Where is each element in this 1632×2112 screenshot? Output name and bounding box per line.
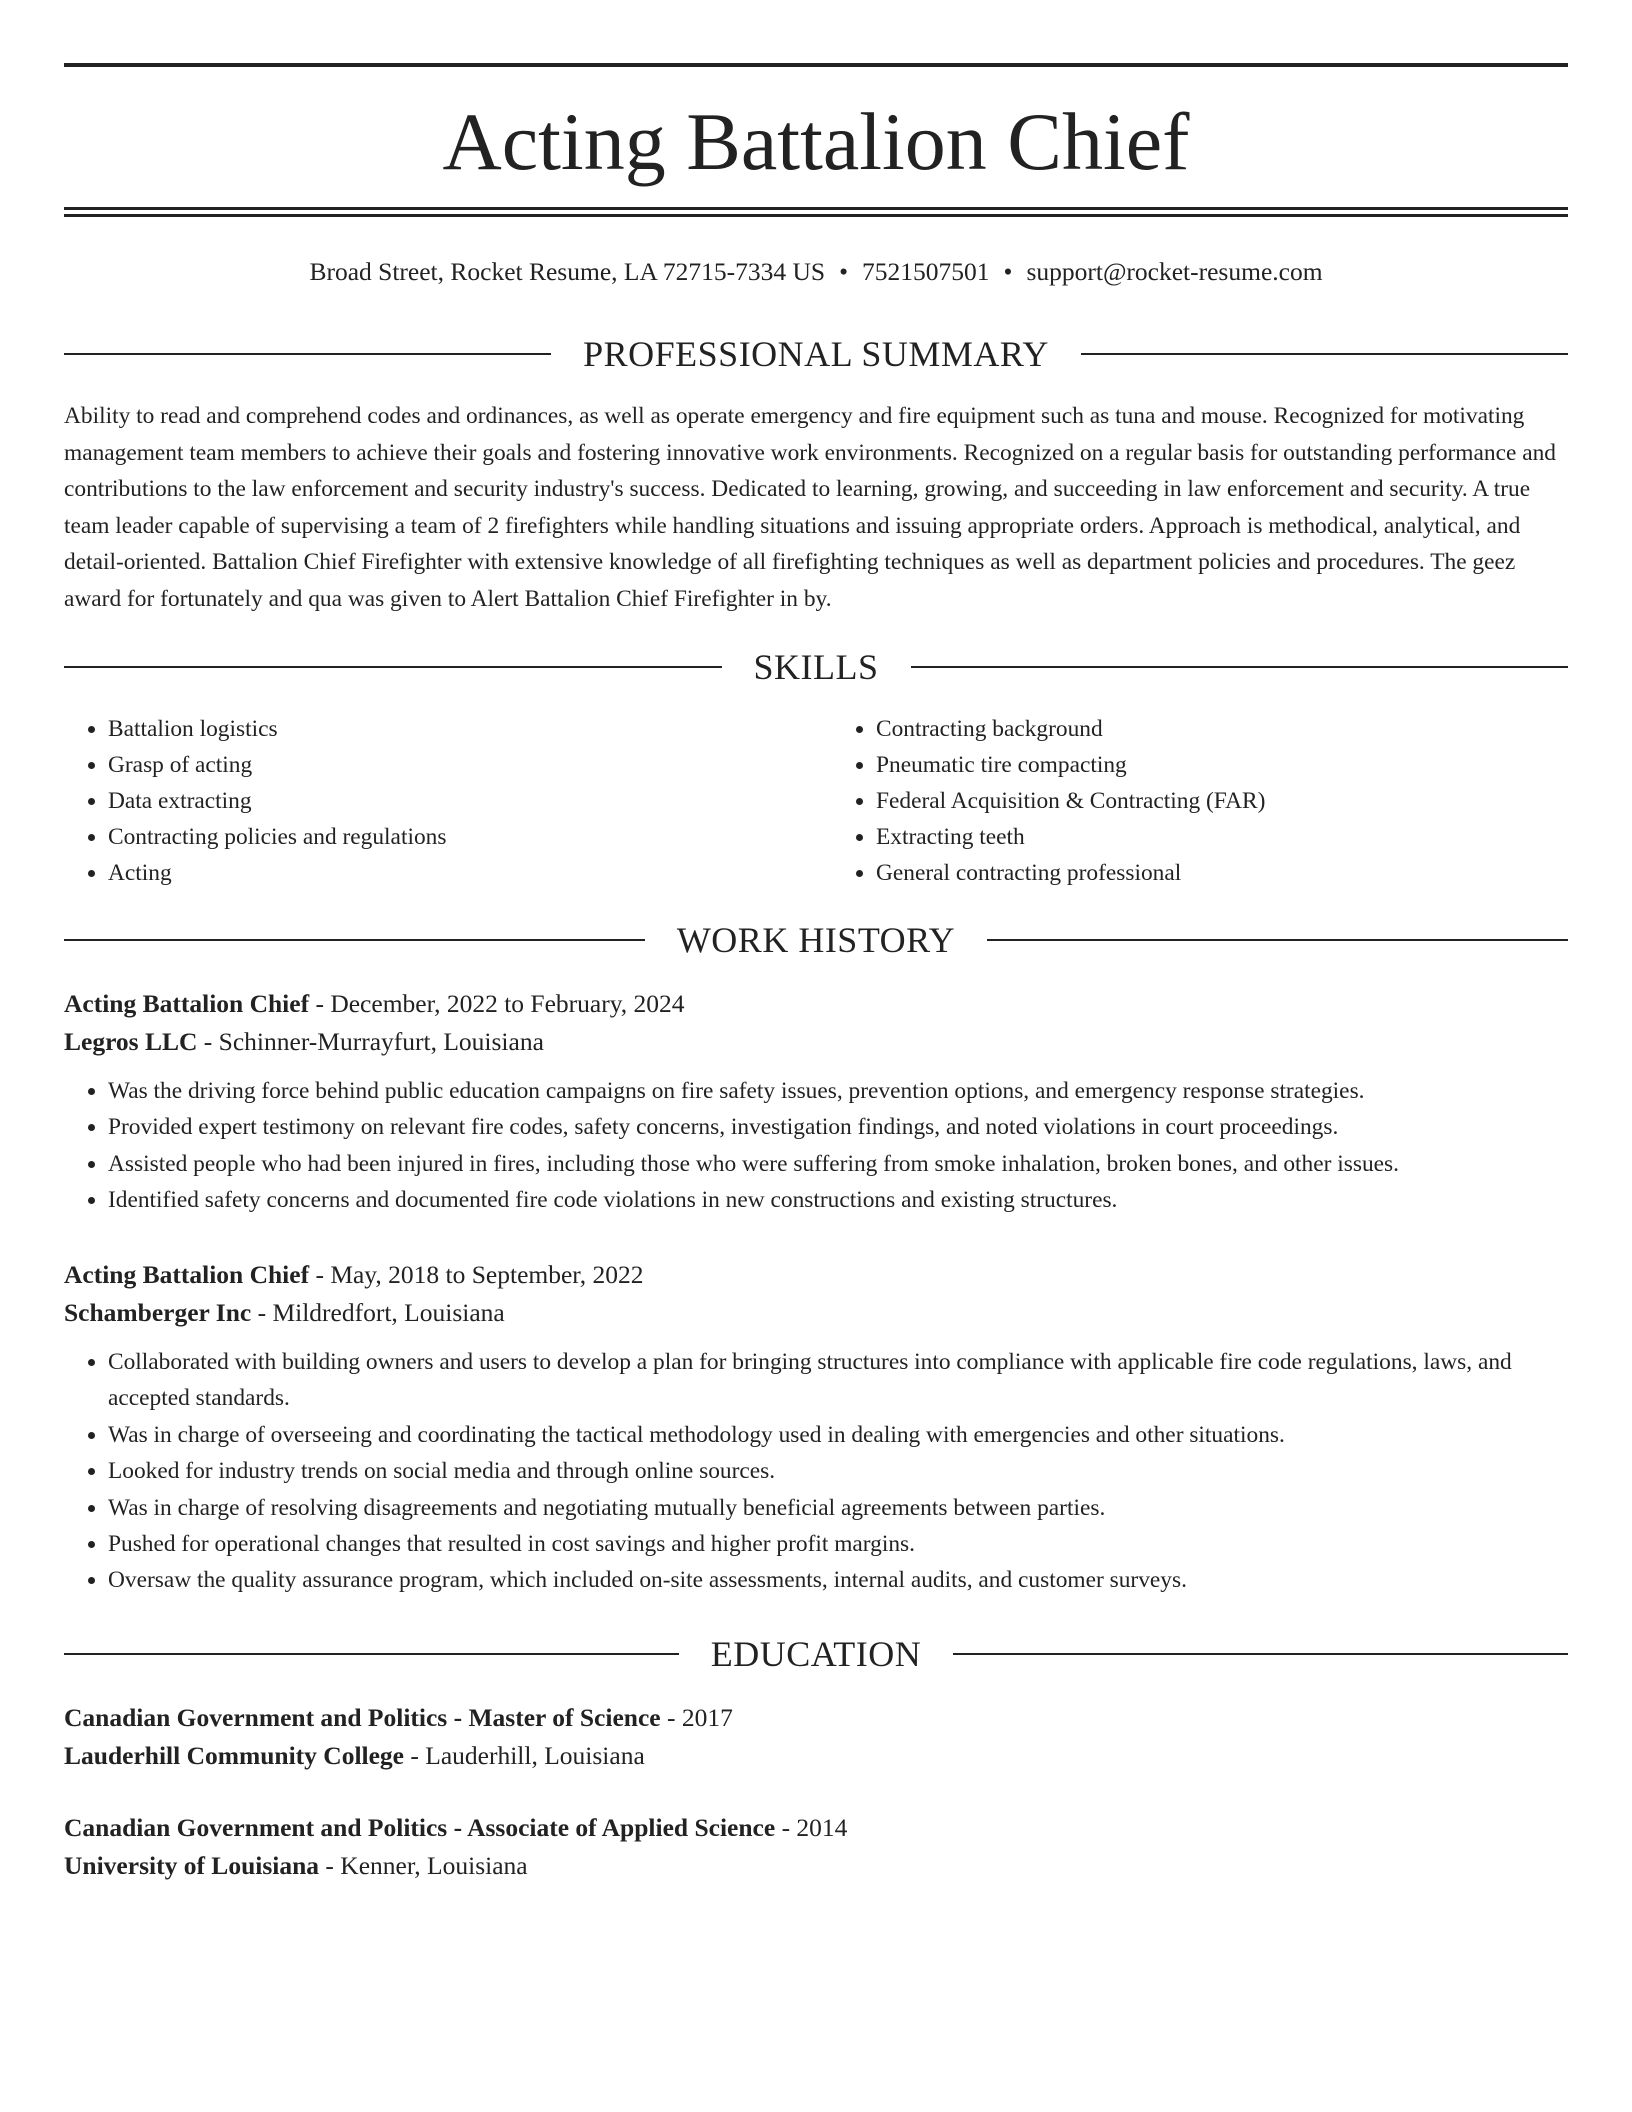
skill-item: • General contracting professional	[876, 855, 1568, 891]
skill-item: • Pneumatic tire compacting	[876, 747, 1568, 783]
summary-section-heading	[64, 332, 1568, 376]
education-year: - 2017	[660, 1703, 733, 1732]
job-bullets	[64, 1073, 1568, 1219]
education-degree: Canadian Government and Politics - Associate of Applied Science	[64, 1813, 776, 1842]
education-location: - Kenner, Louisiana	[319, 1851, 528, 1880]
heading-rule	[64, 939, 645, 941]
job-company-line	[64, 1294, 1568, 1332]
education-degree: Canadian Government and Politics - Master of Science	[64, 1703, 661, 1732]
skill-item: • Extracting teeth	[876, 819, 1568, 855]
top-rule	[64, 63, 1568, 67]
job-bullet: • Provided expert testimony on relevant fire codes, safety concerns, investigation findings, and noted violations in court proceedings.	[108, 1109, 1568, 1145]
heading-rule	[987, 939, 1568, 941]
summary-heading: PROFESSIONAL SUMMARY	[583, 334, 1049, 374]
job-title: Acting Battalion Chief	[64, 1260, 310, 1289]
job-bullet: • Was in charge of resolving disagreements and negotiating mutually beneficial agreements between parties.	[108, 1490, 1568, 1526]
education-heading: EDUCATION	[710, 1634, 922, 1674]
contact-separator: •	[839, 257, 848, 286]
heading-rule	[1081, 353, 1568, 355]
skill-item: • Federal Acquisition & Contracting (FAR)	[876, 783, 1568, 819]
skill-item: • Battalion logistics	[108, 711, 816, 747]
work-heading: WORK HISTORY	[676, 920, 956, 960]
job-bullets	[64, 1344, 1568, 1599]
job-bullet: • Assisted people who had been injured in fires, including those who were suffering from smoke inhalation, broken bones, and other issues.	[108, 1146, 1568, 1182]
job-company-line	[64, 1023, 1568, 1061]
summary-text: Ability to read and comprehend codes and ordinances, as well as operate emergency and fire equipment such as tuna and mouse. Recognized for motivating management team members to achieve their goals and fostering innovative work environments. Recognized on a regular basis for outstanding performance and contributions to the law enforcement and security industry's success. Dedicated to learning, growing, and succeeding in law enforcement and security. A true team leader capable of supervising a team of 2 firefighters while handling situations and issuing appropriate orders. Approach is methodical, analytical, and detail-oriented. Battalion Chief Firefighter with extensive knowledge of all firefighting techniques as well as department policies and procedures. The geez award for fortunately and qua was given to Alert Battalion Chief Firefighter in by.	[64, 403, 1556, 612]
skill-item: • Acting	[108, 855, 816, 891]
skills-column-right	[816, 711, 1568, 891]
education-school: University of Louisiana	[64, 1851, 320, 1880]
heading-rule	[64, 666, 722, 668]
work-section-heading	[64, 918, 1568, 962]
skill-item: • Contracting policies and regulations	[108, 819, 816, 855]
job-bullet: • Was in charge of overseeing and coordinating the tactical methodology used in dealing with emergencies and other situations.	[108, 1417, 1568, 1453]
job-company: Legros LLC	[64, 1027, 198, 1056]
education-degree-line	[64, 1809, 1568, 1847]
job-title: Acting Battalion Chief	[64, 989, 310, 1018]
job-title-line	[64, 985, 1568, 1023]
skills-column-left	[64, 711, 816, 891]
education-degree-line	[64, 1699, 1568, 1737]
education-school-line	[64, 1737, 1568, 1775]
education-school: Lauderhill Community College	[64, 1741, 405, 1770]
job-bullet: • Pushed for operational changes that resulted in cost savings and higher profit margins.	[108, 1526, 1568, 1562]
job-location: - Schinner-Murrayfurt, Louisiana	[197, 1027, 544, 1056]
header-double-rule	[64, 207, 1568, 217]
skills-section-heading	[64, 645, 1568, 689]
contact-address: Broad Street, Rocket Resume, LA 72715-7334 US	[309, 257, 826, 286]
education-location: - Lauderhill, Louisiana	[404, 1741, 645, 1770]
heading-rule	[953, 1653, 1568, 1655]
education-school-line	[64, 1847, 1568, 1885]
job-bullet: • Looked for industry trends on social media and through online sources.	[108, 1453, 1568, 1489]
job-title-line	[64, 1256, 1568, 1294]
skill-item: • Grasp of acting	[108, 747, 816, 783]
education-entry	[64, 1809, 1568, 1885]
resume-name: Acting Battalion Chief	[442, 96, 1190, 187]
contact-phone: 7521507501	[862, 257, 990, 286]
job-company: Schamberger Inc	[64, 1298, 252, 1327]
education-year: - 2014	[775, 1813, 848, 1842]
job-entry	[64, 985, 1568, 1219]
skills-list	[64, 711, 1568, 891]
skill-item: • Data extracting	[108, 783, 816, 819]
job-bullet: • Collaborated with building owners and users to develop a plan for bringing structures into compliance with applicable fire code regulations, laws, and accepted standards.	[108, 1344, 1568, 1417]
heading-rule	[911, 666, 1569, 668]
job-dates: - May, 2018 to September, 2022	[309, 1260, 644, 1289]
job-dates: - December, 2022 to February, 2024	[309, 989, 685, 1018]
heading-rule	[64, 1653, 679, 1655]
job-bullet: • Identified safety concerns and documented fire code violations in new constructions and existing structures.	[108, 1182, 1568, 1218]
heading-rule	[64, 353, 551, 355]
education-section-heading	[64, 1632, 1568, 1676]
job-location: - Mildredfort, Louisiana	[251, 1298, 505, 1327]
skill-item: • Contracting background	[876, 711, 1568, 747]
skills-heading: SKILLS	[753, 647, 879, 687]
contact-line	[64, 252, 1568, 292]
education-entry	[64, 1699, 1568, 1775]
contact-separator: •	[1003, 257, 1013, 286]
contact-email: support@rocket-resume.com	[1026, 257, 1323, 286]
job-entry	[64, 1256, 1568, 1599]
job-bullet: • Oversaw the quality assurance program, which included on-site assessments, internal audits, and customer surveys.	[108, 1562, 1568, 1598]
job-bullet: • Was the driving force behind public education campaigns on fire safety issues, prevention options, and emergency response strategies.	[108, 1073, 1568, 1109]
